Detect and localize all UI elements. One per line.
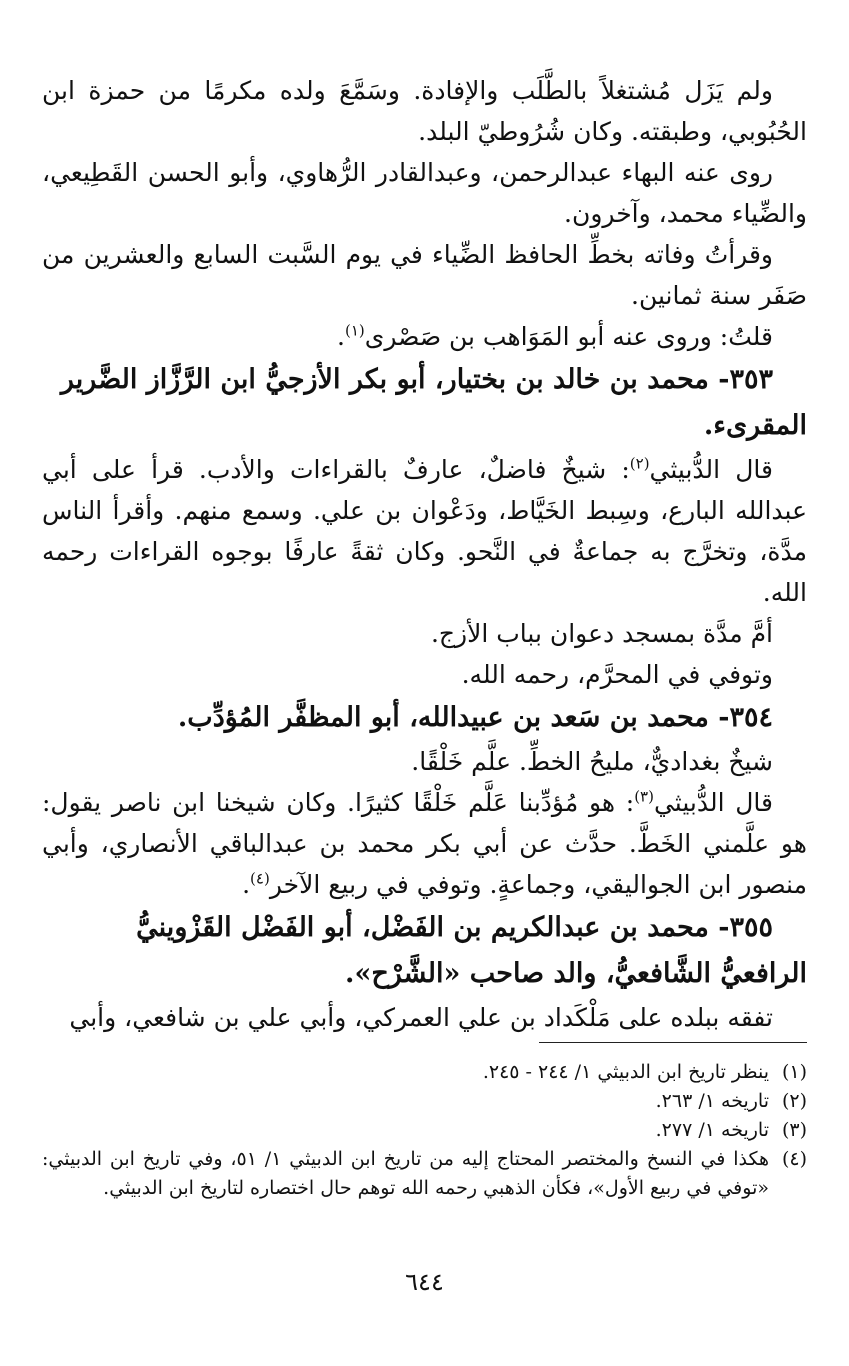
footnote-text: ينظر تاريخ ابن الدبيثي ١/ ٢٤٤ - ٢٤٥. [482, 1061, 769, 1083]
footnote-ref-1: (١) [345, 321, 365, 340]
page-number: ٦٤٤ [405, 1268, 444, 1296]
footnote-number: (٣) [781, 1119, 807, 1141]
paragraph-1: ولم يَزَل مُشتغلاً بالطَّلَب والإفادة. وسَمَّعَ ولده مكرمًا من حمزة ابن الحُبُوبي، وطبقته. وكان شُرُوطيّ البلد. [42, 76, 807, 146]
entry-heading-353: ٣٥٣- محمد بن خالد بن بختيار، أبو بكر الأزجيُّ ابن الرَّزَّاز الضَّرير المقرىء. [60, 364, 807, 441]
footnote-number: (٤) [781, 1148, 807, 1170]
footnote-number: (٢) [781, 1090, 807, 1112]
paragraph-5: قال الدُّبيثي$^{(٢)}$: شيخٌ فاضلٌ، عارفٌ بالقراءات والأدب. قرأ على أبي عبدالله البارع، وسِبط الخَيَّاط، ودَعْوان بن علي. وسمع منهم. وأقرأ الناس مدَّة، وتخرَّج به جماعةٌ في النَّحو. وكان ثقةً عارفًا بوجوه القراءات رحمه الله. [42, 454, 807, 607]
footnote-2 [42, 1087, 807, 1116]
footnotes [42, 1058, 807, 1203]
footnote-divider [539, 1042, 807, 1043]
paragraph-9: قال الدُّبيثي$^{(٣)}$: هو مُؤدِّبنا عَلَّم خَلْقًا كثيرًا. وكان شيخنا ابن ناصر يقول: هو علَّمني الخَطَّ. حدَّث عن أبي بكر محمد بن عبدالباقي الأنصاري، وأبي منصور ابن الجواليقي، وجماعةٍ. وتوفي في ربيع الآخر$^{(٤)}$. [42, 787, 807, 899]
paragraph-2: روى عنه البهاء عبدالرحمن، وعبدالقادر الرُّهاوي، وأبو الحسن القَطِيعي، والضِّياء محمد، وآخرون. [42, 158, 807, 228]
entry-heading-355: ٣٥٥- محمد بن عبدالكريم بن الفَضْل، أبو الفَضْل القَزْوينيُّ الرافعيُّ الشَّافعيُّ، والد صاحب «الشَّرْح». [136, 912, 807, 989]
footnote-text: تاريخه ١/ ٢٧٧. [655, 1119, 769, 1141]
footnote-text: هكذا في النسخ والمختصر المحتاج إليه من تاريخ ابن الدبيثي ١/ ٥١، وفي تاريخ ابن الدبيثي: «توفي في ربيع الأول»، فكأن الذهبي رحمه الله توهم حال اختصاره لتاريخ ابن الدبيثي. [42, 1148, 769, 1199]
paragraph-7: وتوفي في المحرَّم، رحمه الله. [461, 660, 773, 689]
paragraph-4: قلتُ: وروى عنه أبو المَوَاهب بن صَصْرى$^{(١)}$. [337, 321, 773, 351]
paragraph-6: أمَّ مدَّة بمسجد دعوان بباب الأزج. [430, 619, 773, 648]
paragraph-8: شيخٌ بغداديٌّ، مليحُ الخطِّ. علَّم خَلْقًا. [411, 747, 773, 776]
entry-heading-354: ٣٥٤- محمد بن سَعد بن عبيدالله، أبو المظفَّر المُؤدِّب. [177, 702, 773, 733]
footnote-ref-3: (٣) [634, 787, 654, 806]
paragraph-10: تفقه ببلده على مَلْكَداد بن علي العمركي، وأبي علي بن شافعي، وأبي [69, 1003, 773, 1032]
main-text [42, 70, 807, 1038]
footnote-3 [42, 1116, 807, 1145]
paragraph-3: وقرأتُ وفاته بخطِّ الحافظ الضِّياء في يوم السَّبت السابع والعشرين من صَفَر سنة ثمانين. [42, 240, 807, 310]
footnote-ref-2: (٢) [629, 454, 650, 473]
footnote-text: تاريخه ١/ ٢٦٣. [655, 1090, 769, 1112]
footnote-ref-4: (٤) [250, 869, 270, 888]
footnote-4 [42, 1145, 807, 1203]
footnote-number: (١) [781, 1061, 807, 1083]
footnote-1 [42, 1058, 807, 1087]
